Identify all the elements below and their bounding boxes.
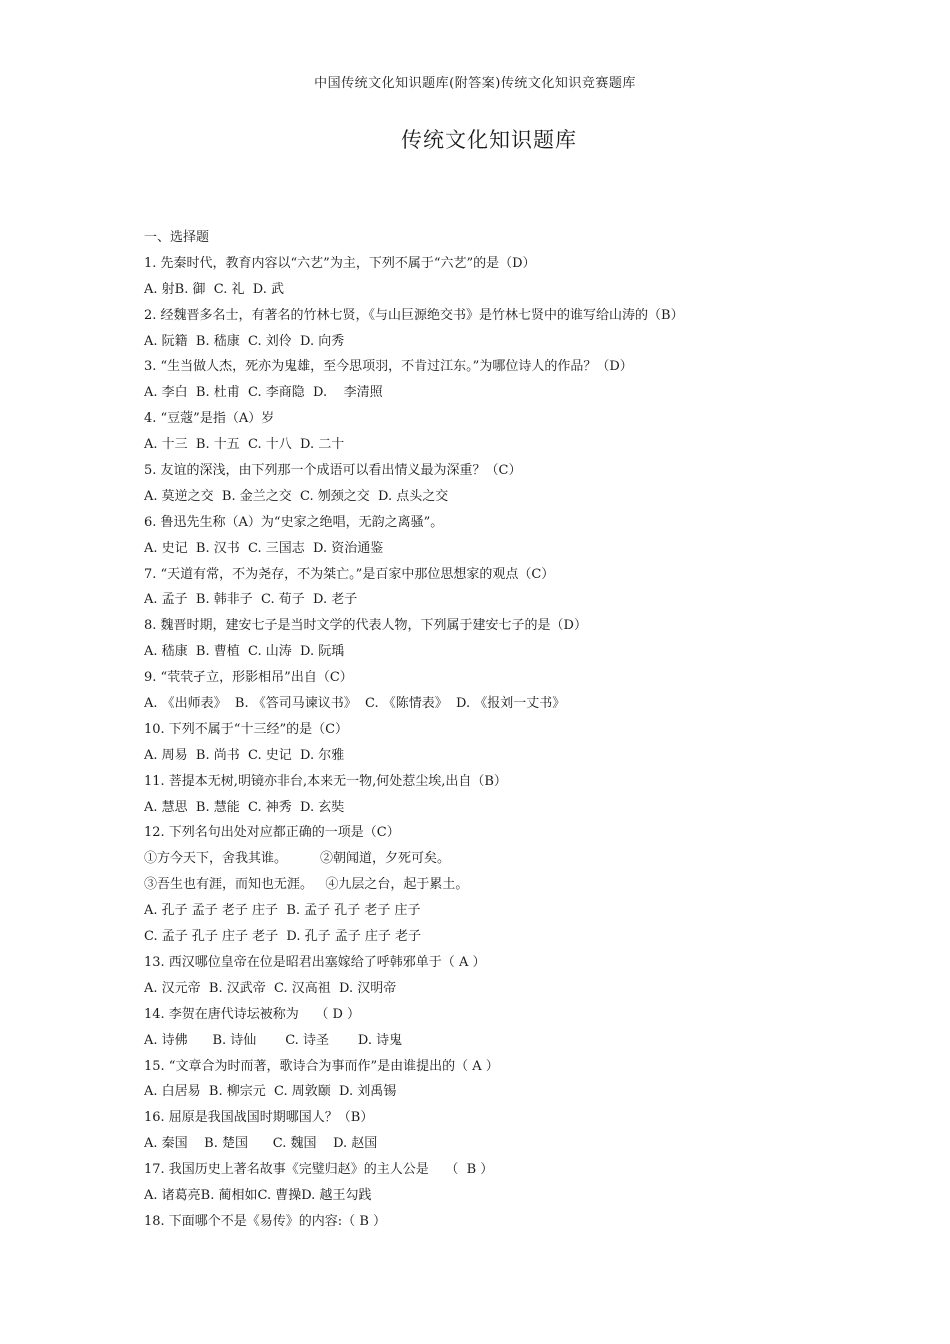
question-16: 16. 屈原是我国战国时期哪国人？（B）: [144, 1110, 374, 1126]
question-13: 13. 西汉哪位皇帝在位是昭君出塞嫁给了呼韩邪单于（ A ）: [144, 954, 486, 970]
question-11: 11. 菩提本无树,明镜亦非台,本来无一物,何处惹尘埃,出自（B）: [144, 773, 507, 789]
section-heading: 一、选择题: [144, 230, 210, 245]
options-5: A. 莫逆之交 B. 金兰之交 C. 刎颈之交 D. 点头之交: [144, 488, 449, 504]
options-11: A. 慧思 B. 慧能 C. 神秀 D. 玄奘: [144, 799, 345, 815]
options-4: A. 十三 B. 十五 C. 十八 D. 二十: [144, 437, 345, 453]
options-16: A. 秦国 B. 楚国 C. 魏国 D. 赵国: [144, 1136, 378, 1152]
question-1: 1. 先秦时代，教育内容以“六艺”为主，下列不属于“六艺”的是（D）: [144, 255, 536, 271]
question-7: 7. “天道有常，不为尧存，不为桀亡。”是百家中那位思想家的观点（C）: [144, 566, 555, 582]
options-10: A. 周易 B. 尚书 C. 史记 D. 尔雅: [144, 747, 345, 763]
options-9: A. 《出师表》 B. 《答司马谏议书》 C. 《陈情表》 D. 《报刘一丈书》: [144, 696, 566, 712]
options-15: A. 白居易 B. 柳宗元 C. 周敦颐 D. 刘禹锡: [144, 1084, 397, 1100]
question-9: 9. “茕茕孑立，形影相吊”出自（C）: [144, 670, 353, 686]
question-8: 8. 魏晋时期，建安七子是当时文学的代表人物，下列属于建安七子的是（D）: [144, 618, 587, 634]
question-15: 15. “文章合为时而著，歌诗合为事而作”是由谁提出的（ A ）: [144, 1058, 499, 1074]
options-12-ab: A. 孔子 孟子 老子 庄子 B. 孟子 孔子 老子 庄子: [144, 903, 421, 919]
question-14: 14. 李贺在唐代诗坛被称为 （ D ）: [144, 1006, 361, 1022]
question-5: 5. 友谊的深浅，由下列那一个成语可以看出情义最为深重？（C）: [144, 463, 522, 479]
question-12: 12. 下列名句出处对应都正确的一项是（C）: [144, 825, 400, 841]
question-17: 17. 我国历史上著名故事《完璧归赵》的主人公是 （ B ）: [144, 1162, 494, 1178]
options-13: A. 汉元帝 B. 汉武帝 C. 汉高祖 D. 汉明帝: [144, 980, 397, 996]
question-list: [144, 225, 864, 1235]
options-8: A. 嵇康 B. 曹植 C. 山涛 D. 阮瑀: [144, 644, 345, 660]
options-7: A. 孟子 B. 韩非子 C. 荀子 D. 老子: [144, 592, 358, 608]
options-1: A. 射B. 御 C. 礼 D. 武: [144, 281, 284, 297]
document-title: 传统文化知识题库: [401, 128, 577, 152]
options-6: A. 史记 B. 汉书 C. 三国志 D. 资治通鉴: [144, 540, 384, 556]
page-header: 中国传统文化知识题库(附答案)传统文化知识竞赛题库: [314, 76, 636, 91]
options-17: A. 诸葛亮B. 蔺相如C. 曹操D. 越王勾践: [144, 1187, 372, 1203]
question-6: 6. 鲁迅先生称（A）为“史家之绝唱，无韵之离骚”。: [144, 514, 444, 530]
question-2: 2. 经魏晋多名士，有著名的竹林七贤，《与山巨源绝交书》是竹林七贤中的谁写给山涛的（B）: [144, 307, 684, 323]
quote-line-2: ③吾生也有涯，而知也无涯。 ④九层之台，起于累土。: [144, 877, 469, 893]
options-2: A. 阮籍 B. 嵇康 C. 刘伶 D. 向秀: [144, 333, 345, 349]
options-12-cd: C. 孟子 孔子 庄子 老子 D. 孔子 孟子 庄子 老子: [144, 929, 422, 945]
question-10: 10. 下列不属于“十三经”的是（C）: [144, 721, 349, 737]
question-3: 3. “生当做人杰，死亦为鬼雄，至今思项羽，不肯过江东。”为哪位诗人的作品？（D）: [144, 359, 633, 375]
question-4: 4. “豆蔻”是指（A）岁: [144, 411, 275, 427]
options-3: A. 李白 B. 杜甫 C. 李商隐 D. 李清照: [144, 385, 383, 401]
quote-line-1: ①方今天下，舍我其谁。 ②朝闻道，夕死可矣。: [144, 851, 451, 867]
question-18: 18. 下面哪个不是《易传》的内容:（ B ）: [144, 1213, 387, 1229]
options-14: A. 诗佛 B. 诗仙 C. 诗圣 D. 诗鬼: [144, 1032, 403, 1048]
